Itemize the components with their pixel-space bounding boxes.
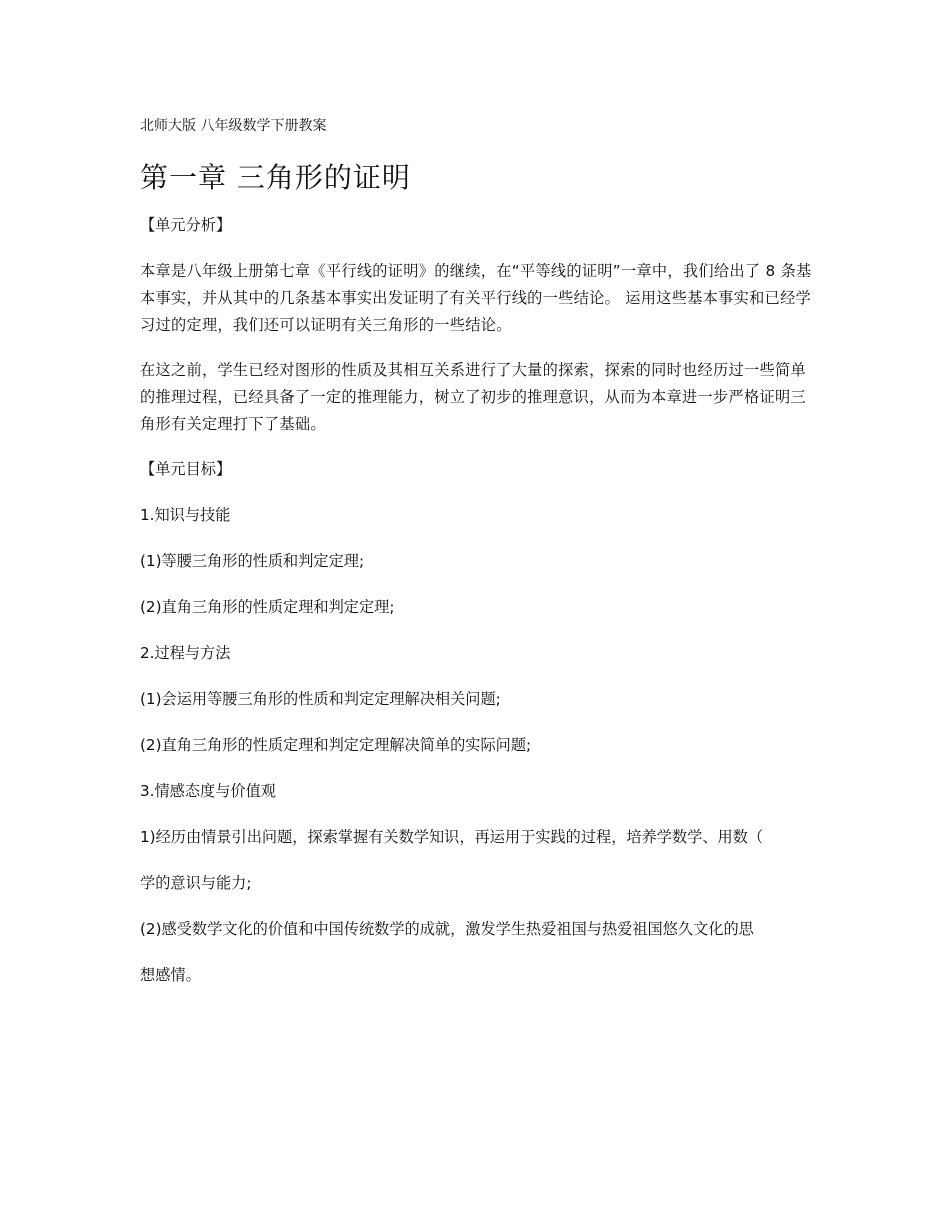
chapter-title: 第一章 三角形的证明: [140, 161, 411, 194]
analysis-paragraph-2: 在这之前，学生已经对图形的性质及其相互关系进行了大量的探索，探索的同时也经历过一些简单的推理过程，已经具备了一定的推理能力，树立了初步的推理意识，从而为本章进一步严格证明三角形有关定理打下了基础。: [140, 361, 806, 433]
goal-item-continuation: 学的意识与能力;: [140, 874, 252, 892]
goal-item: (2)直角三角形的性质定理和判定定理解决简单的实际问题;: [140, 736, 532, 754]
goal-item-continuation: 想感情。: [140, 966, 201, 984]
unit-goals-heading: 【单元目标】: [140, 460, 232, 478]
page-content: [140, 116, 812, 1008]
goal-knowledge-skills: 1.知识与技能: [140, 506, 231, 524]
goal-item: (1)会运用等腰三角形的性质和判定定理解决相关问题;: [140, 690, 501, 708]
unit-analysis-heading: 【单元分析】: [140, 216, 232, 234]
goal-process-methods: 2.过程与方法: [140, 644, 231, 662]
document-header: 北师大版 八年级数学下册教案: [140, 118, 327, 134]
analysis-paragraph-1: 本章是八年级上册第七章《平行线的证明》的继续，在“平等线的证明”一章中，我们给出了 8 条基本事实，并从其中的几条基本事实出发证明了有关平行线的一些结论。 运用这些基本事实和已经学习过的定理，我们还可以证明有关三角形的一些结论。: [140, 262, 812, 334]
goal-item: (2)直角三角形的性质定理和判定定理;: [140, 598, 395, 616]
goal-item: 1)经历由情景引出问题，探索掌握有关数学知识，再运用于实践的过程，培养学数学、用数（: [140, 828, 764, 846]
goal-item: (1)等腰三角形的性质和判定定理;: [140, 552, 365, 570]
goal-attitude-values: 3.情感态度与价值观: [140, 782, 276, 800]
goal-item: (2)感受数学文化的价值和中国传统数学的成就，激发学生热爱祖国与热爱祖国悠久文化的思: [140, 920, 754, 938]
